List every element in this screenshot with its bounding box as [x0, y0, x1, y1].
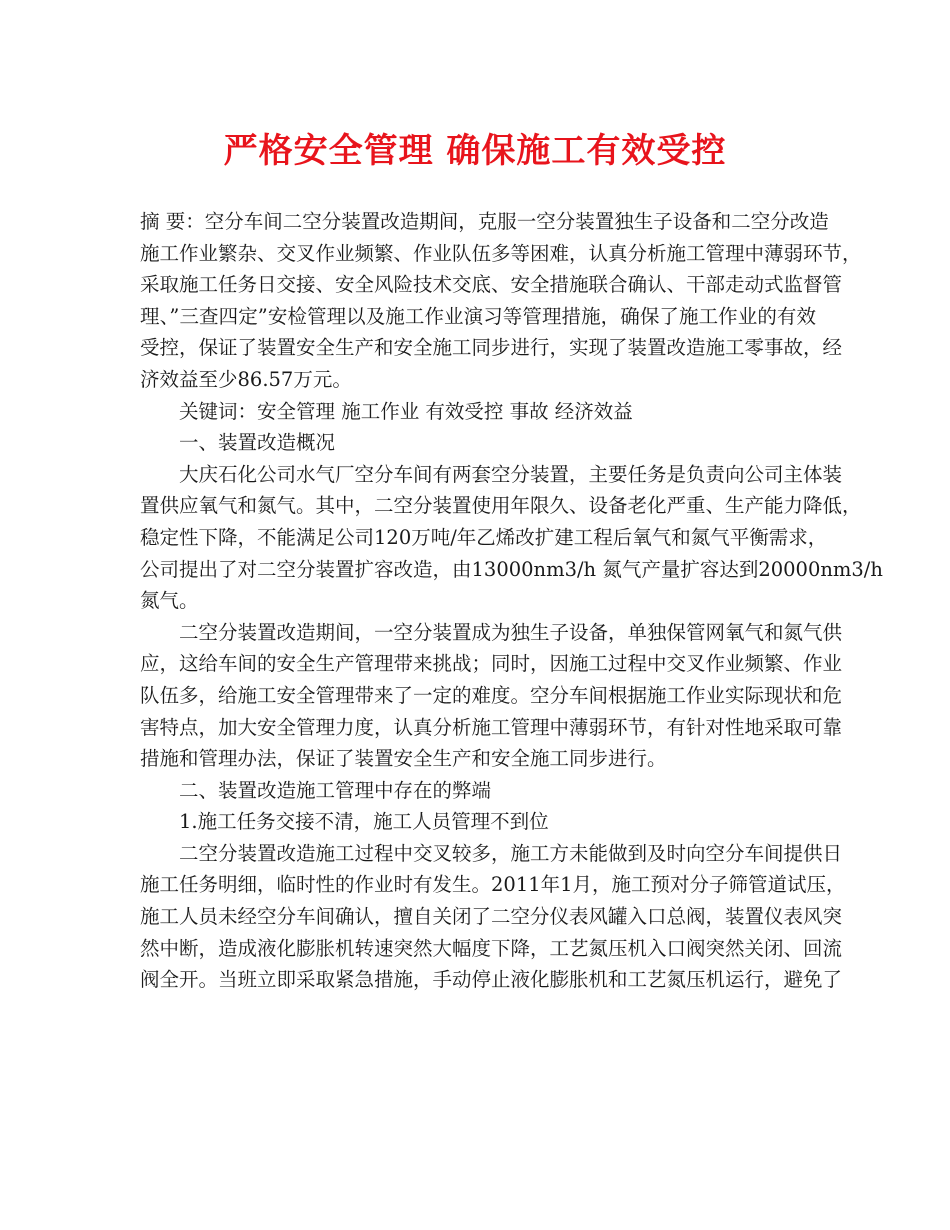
abstract-line: 摘 要：空分车间二空分装置改造期间，克服一空分装置独生子设备和二空分改造 [140, 210, 829, 233]
paragraph-line: 施工人员未经空分车间确认，擅自关闭了二空分仪表风罐入口总阀，装置仪表风突 [140, 905, 843, 929]
document-title: 严格安全管理 确保施工有效受控 [223, 131, 727, 171]
keywords-line: 关键词：安全管理 施工作业 有效受控 事故 经济效益 [179, 399, 633, 423]
paragraph-line: 置供应氧气和氮气。其中，二空分装置使用年限久、设备老化严重、生产能力降低， [140, 494, 862, 518]
paragraph-line: 队伍多，给施工安全管理带来了一定的难度。空分车间根据施工作业实际现状和危 [140, 683, 843, 707]
paragraph-line: 阀全开。当班立即采取紧急措施，手动停止液化膨胀机和工艺氮压机运行，避免了 [140, 968, 843, 992]
section-heading: 二、装置改造施工管理中存在的弊端 [179, 778, 492, 802]
paragraph-line: 然中断，造成液化膨胀机转速突然大幅度下降，工艺氮压机入口阀突然关闭、回流 [140, 936, 843, 960]
abstract-line: 理、”三查四定”安检管理以及施工作业演习等管理措施，确保了施工作业的有效 [140, 304, 816, 328]
paragraph-line: 施工任务明细，临时性的作业时有发生。2011年1月，施工预对分子筛管道试压， [140, 873, 846, 897]
paragraph-line: 稳定性下降，不能满足公司120万吨/年乙烯改扩建工程后氧气和氮气平衡需求， [140, 525, 828, 549]
paragraph-line: 害特点，加大安全管理力度，认真分析施工管理中薄弱环节，有针对性地采取可靠 [140, 715, 843, 739]
abstract-line: 采取施工任务日交接、安全风险技术交底、安全措施联合确认、干部走动式监督管 [140, 273, 843, 297]
abstract-line: 施工作业繁杂、交叉作业频繁、作业队伍多等困难，认真分析施工管理中薄弱环节， [140, 241, 862, 265]
paragraph-line: 措施和管理办法，保证了装置安全生产和安全施工同步进行。 [140, 747, 667, 771]
paragraph-line: 大庆石化公司水气厂空分车间有两套空分装置，主要任务是负责向公司主体装 [179, 462, 843, 486]
document-body [140, 206, 883, 996]
paragraph-line: 公司提出了对二空分装置扩容改造，由13000nm3/h 氮气产量扩容达到20000nm3/h [140, 557, 883, 581]
paragraph-line: 应，这给车间的安全生产管理带来挑战；同时，因施工过程中交叉作业频繁、作业 [140, 652, 843, 676]
paragraph-line: 二空分装置改造期间，一空分装置成为独生子设备，单独保管网氧气和氮气供 [179, 620, 843, 644]
paragraph-line: 二空分装置改造施工过程中交叉较多，施工方未能做到及时向空分车间提供日 [179, 841, 843, 865]
subsection-heading: 1.施工任务交接不清，施工人员管理不到位 [179, 810, 549, 834]
paragraph-line: 氮气。 [140, 589, 199, 613]
section-heading: 一、装置改造概况 [179, 431, 336, 455]
abstract-line: 济效益至少86.57万元。 [140, 367, 352, 391]
abstract-line: 受控，保证了装置安全生产和安全施工同步进行，实现了装置改造施工零事故，经 [140, 336, 843, 360]
